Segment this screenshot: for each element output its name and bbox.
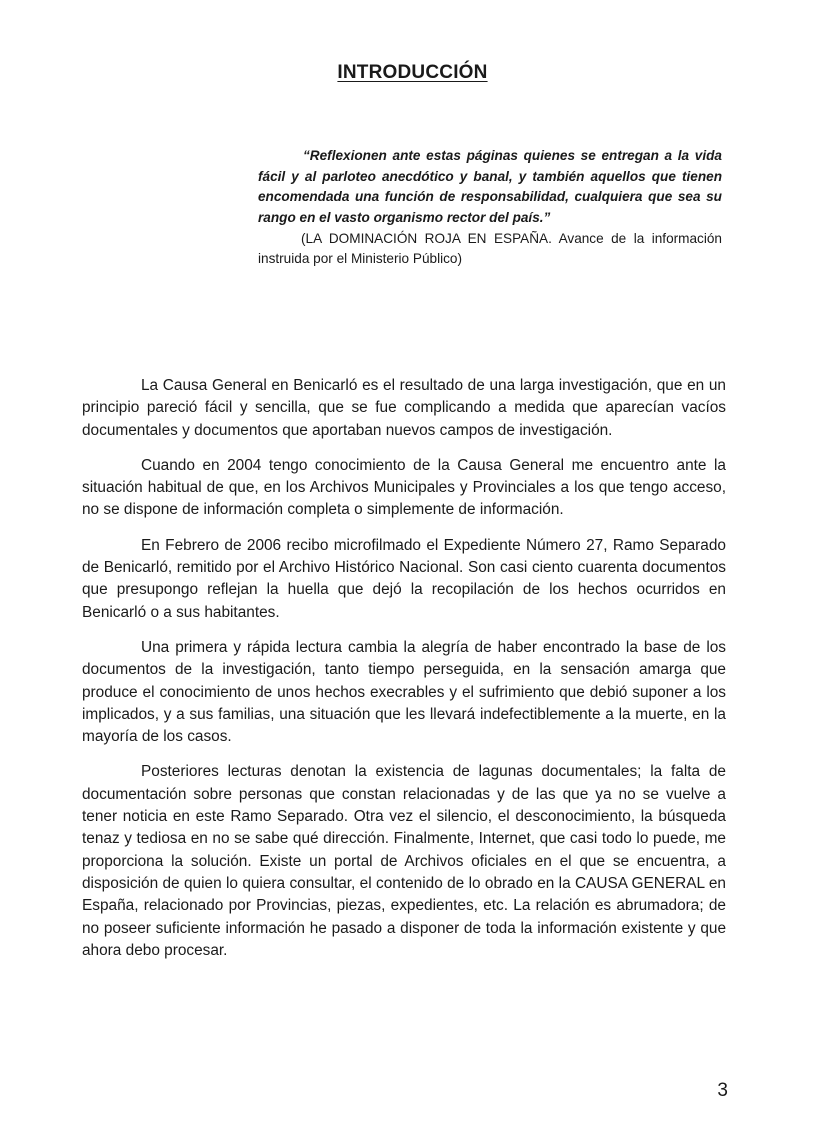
page-title: INTRODUCCIÓN: [337, 62, 488, 83]
paragraph: La Causa General en Benicarló es el resultado de una larga investigación, que en un principio pareció fácil y sencilla, que se fue complicando a medida que aparecían vacíos documentales y documentos que aportaban nuevos campos de investigación.: [82, 377, 726, 439]
paragraph: Cuando en 2004 tengo conocimiento de la Causa General me encuentro ante la situación habitual de que, en los Archivos Municipales y Provinciales a los que tengo acceso, no se dispone de información completa o simplemente de información.: [82, 456, 726, 519]
page-number: 3: [717, 1080, 728, 1101]
epigraph-quote: [258, 146, 722, 228]
paragraph: Posteriores lecturas denotan la existencia de lagunas documentales; la falta de documentación sobre personas que constan relacionadas y de las que ya no se vuelve a tener noticia en este Ramo Separado. Otra vez el silencio, el desconocimiento, la búsqueda tenaz y tediosa en no se sabe qué dirección. Finalmente, Internet, que casi todo lo puede, me proporciona la solución. Existe un portal de Archivos oficiales en el que se encuentra, a disposición de quien lo quiera consultar, el contenido de lo obrado en la CAUSA GENERAL en España, relacionado por Provincias, piezas, expedientes, etc. La relación es abrumadora; de no poseer suficiente información he pasado a disponer de toda la información existente y que ahora debo procesar.: [82, 763, 726, 959]
paragraph: Una primera y rápida lectura cambia la alegría de haber encontrado la base de los documentos de la investigación, tanto tiempo perseguida, en la sensación amarga que produce el conocimiento de unos hechos execrables y el sufrimiento que debió suponer a los implicados, y a sus familias, una situación que les llevará indefectiblemente a la muerte, en la mayoría de los casos.: [82, 638, 726, 746]
body-text: [82, 375, 726, 975]
epigraph-quote-text: “Reflexionen ante estas páginas quienes se entregan a la vida fácil y al parloteo anecdótico y banal, y también aquellos que tienen encomendada una función de responsabilidad, cualquiera que sea su rango en el vasto organismo rector del país.”: [258, 148, 722, 225]
paragraph: En Febrero de 2006 recibo microfilmado el Expediente Número 27, Ramo Separado de Benicarló, remitido por el Archivo Histórico Nacional. Son casi ciento cuarenta documentos que presupongo reflejan la huella que dejó la recopilación de los hechos ocurridos en Benicarló o a sus habitantes.: [82, 536, 726, 621]
epigraph-source: (LA DOMINACIÓN ROJA EN ESPAÑA. Avance de la información instruida por el Ministerio Público): [258, 231, 722, 266]
